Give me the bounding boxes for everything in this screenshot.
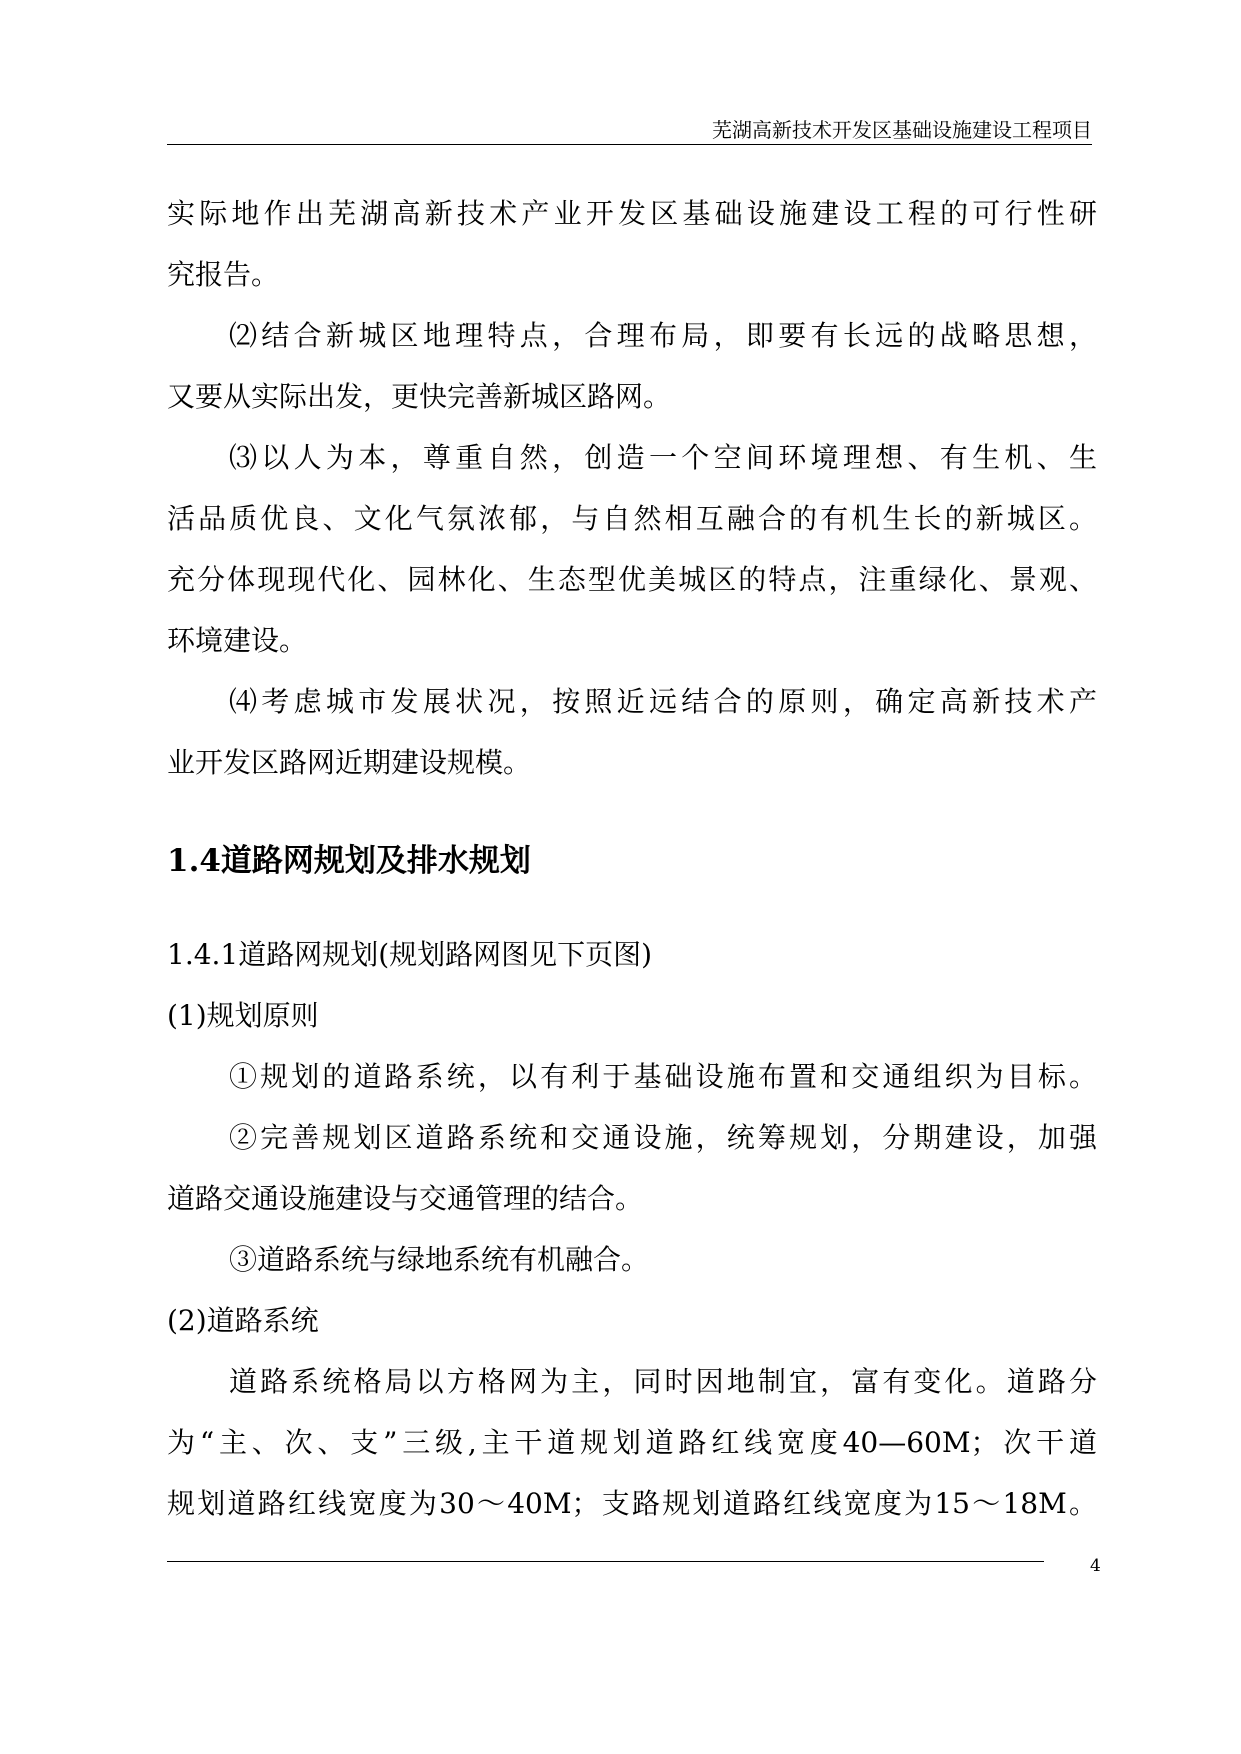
list-heading: (2)道路系统	[167, 1304, 319, 1337]
footer-rule	[167, 1561, 1044, 1562]
section-heading: 1.4道路网规划及排水规划	[167, 843, 531, 879]
paragraph-line: ⑵结合新城区地理特点，合理布局，即要有长远的战略思想，	[229, 319, 1097, 352]
page-number: 4	[1090, 1556, 1101, 1576]
paragraph-line: 充分体现现代化、园林化、生态型优美城区的特点，注重绿化、景观、	[167, 563, 1097, 596]
paragraph-line: 道路交通设施建设与交通管理的结合。	[167, 1182, 644, 1215]
paragraph-line: 为“主、次、支”三级,主干道规划道路红线宽度40—60M；次干道	[167, 1426, 1097, 1459]
paragraph-line: 规划道路红线宽度为30～40M；支路规划道路红线宽度为15～18M。	[167, 1487, 1097, 1520]
principle-item: ③道路系统与绿地系统有机融合。	[229, 1243, 650, 1276]
principle-item: ②完善规划区道路系统和交通设施，统筹规划，分期建设，加强	[229, 1121, 1097, 1154]
principle-item: ①规划的道路系统，以有利于基础设施布置和交通组织为目标。	[229, 1060, 1097, 1093]
paragraph-line: 实际地作出芜湖高新技术产业开发区基础设施建设工程的可行性研	[167, 197, 1097, 230]
running-header: 芜湖高新技术开发区基础设施建设工程项目	[712, 118, 1092, 142]
paragraph-line: 究报告。	[167, 258, 280, 291]
subsection-heading: 1.4.1道路网规划(规划路网图见下页图)	[167, 938, 653, 971]
paragraph-line: ⑷考虑城市发展状况，按照近远结合的原则，确定高新技术产	[229, 685, 1097, 718]
paragraph-line: 又要从实际出发，更快完善新城区路网。	[167, 380, 672, 413]
paragraph-line: 活品质优良、文化气氛浓郁，与自然相互融合的有机生长的新城区。	[167, 502, 1097, 535]
header-rule	[167, 144, 1092, 145]
paragraph-line: 业开发区路网近期建设规模。	[167, 746, 532, 779]
paragraph-line: 道路系统格局以方格网为主，同时因地制宜，富有变化。道路分	[229, 1365, 1097, 1398]
paragraph-line: 环境建设。	[167, 624, 308, 657]
list-heading: (1)规划原则	[167, 999, 319, 1032]
paragraph-line: ⑶以人为本，尊重自然，创造一个空间环境理想、有生机、生	[229, 441, 1097, 474]
